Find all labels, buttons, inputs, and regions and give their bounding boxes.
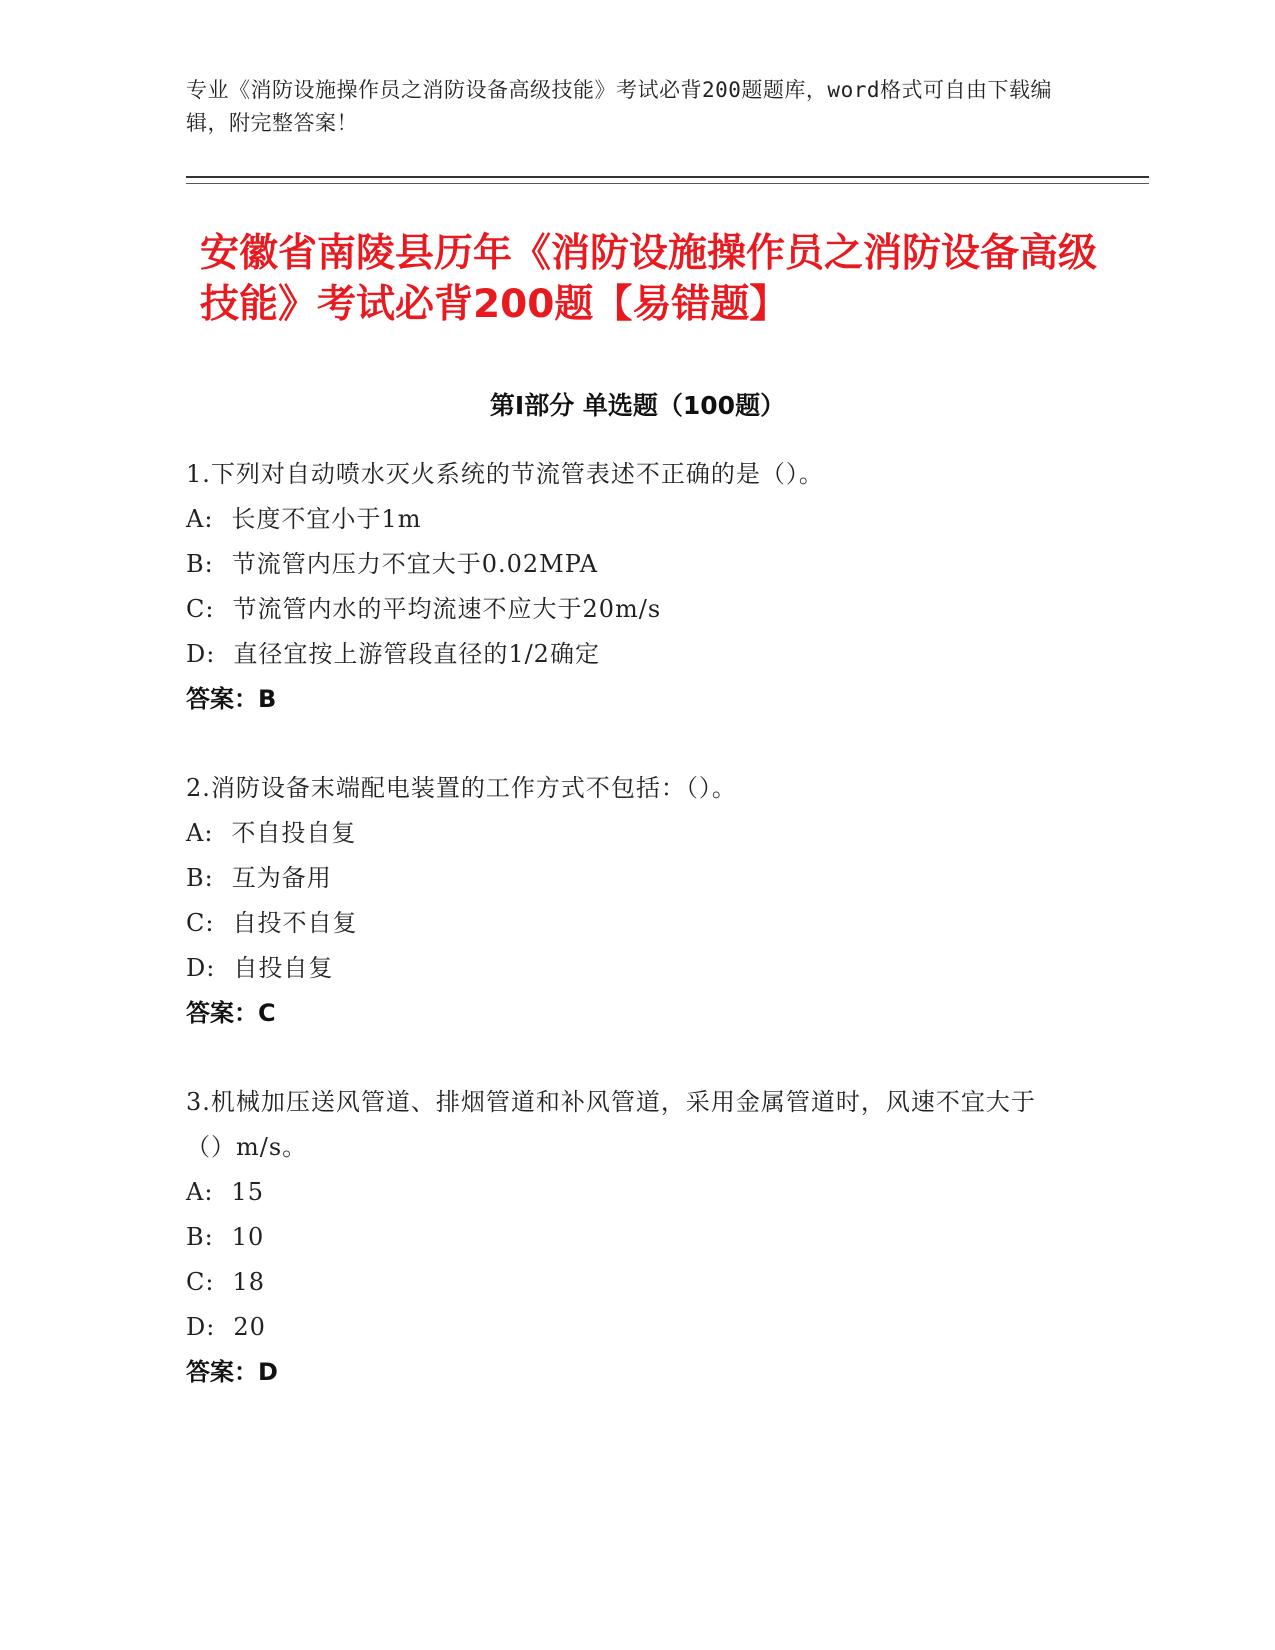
option-a [186, 497, 1086, 542]
option-a [186, 811, 1086, 856]
option-text: 直径宜按上游管段直径的1/2确定 [233, 640, 600, 668]
option-key: A: [186, 505, 214, 533]
header-divider-thin [186, 183, 1149, 184]
option-text: 18 [232, 1268, 265, 1296]
option-c [186, 587, 1086, 632]
option-key: C: [186, 595, 215, 623]
option-text: 节流管内水的平均流速不应大于20m/s [232, 595, 662, 623]
answer: 答案：D [186, 1358, 278, 1386]
option-b [186, 542, 1086, 587]
option-key: B: [186, 550, 214, 578]
option-b [186, 856, 1086, 901]
option-text: 长度不宜小于1m [231, 505, 422, 533]
option-text: 15 [231, 1178, 264, 1206]
option-key: C: [186, 1268, 215, 1296]
option-text: 节流管内压力不宜大于0.02MPA [231, 550, 599, 578]
option-key: A: [186, 819, 214, 847]
option-text: 不自投自复 [231, 819, 357, 847]
header-note: 专业《消防设施操作员之消防设备高级技能》考试必背200题题库，word格式可自由下载编辑，附完整答案！ [186, 78, 1052, 135]
option-key: C: [186, 909, 215, 937]
question-stem: 2.消防设备末端配电装置的工作方式不包括：（）。 [186, 774, 737, 802]
option-text: 互为备用 [231, 864, 332, 892]
option-c [186, 1260, 1046, 1305]
option-key: D: [186, 1313, 216, 1341]
option-b [186, 1215, 1046, 1260]
question-3 [186, 1080, 1046, 1395]
question-stem: 1.下列对自动喷水灭火系统的节流管表述不正确的是（）。 [186, 460, 824, 488]
question-2 [186, 766, 1086, 1036]
option-d [186, 946, 1086, 991]
option-text: 自投不自复 [232, 909, 358, 937]
section-heading: 第I部分 单选题（100题） [489, 391, 786, 420]
option-a [186, 1170, 1046, 1215]
option-key: B: [186, 1223, 214, 1251]
answer: 答案：B [186, 685, 277, 713]
option-key: A: [186, 1178, 214, 1206]
document-title: 安徽省南陵县历年《消防设施操作员之消防设备高级技能》考试必背200题【易错题】 [200, 231, 1098, 327]
option-d [186, 632, 1086, 677]
question-stem: 3.机械加压送风管道、排烟管道和补风管道，采用金属管道时，风速不宜大于（）m/s。 [186, 1088, 1036, 1161]
answer: 答案：C [186, 999, 276, 1027]
header-divider-thick [186, 176, 1149, 178]
option-key: D: [186, 954, 216, 982]
option-text: 自投自复 [233, 954, 334, 982]
option-text: 10 [231, 1223, 265, 1251]
option-key: B: [186, 864, 214, 892]
option-d [186, 1305, 1046, 1350]
option-key: D: [186, 640, 216, 668]
option-text: 20 [233, 1313, 266, 1341]
option-c [186, 901, 1086, 946]
question-1 [186, 452, 1086, 722]
